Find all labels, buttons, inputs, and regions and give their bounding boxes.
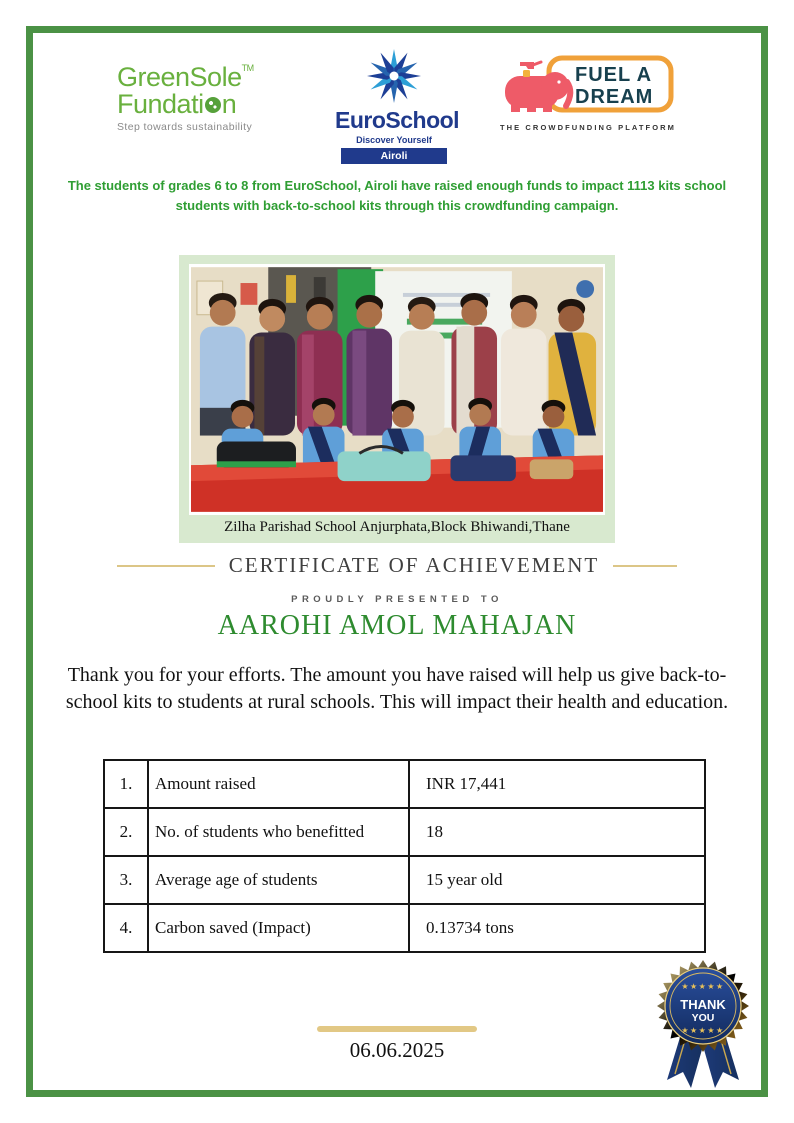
badge-you: YOU: [691, 1012, 715, 1024]
row-label: Carbon saved (Impact): [148, 904, 409, 952]
campaign-summary-line1: The students of grades 6 to 8 from EuroSchool, Airoli have raised enough funds to impact 1113 kits school: [67, 178, 727, 193]
row-label: No. of students who benefitted: [148, 808, 409, 856]
greensole-name: GreenSole: [117, 62, 242, 92]
row-value: 18: [409, 808, 705, 856]
school-photo: [189, 264, 605, 515]
row-label: Amount raised: [148, 760, 409, 808]
table-row: [104, 808, 705, 856]
foundation-mid: undati: [133, 89, 204, 119]
euroschool-branch-badge: Airoli: [341, 148, 447, 164]
thank-you-badge: [651, 960, 755, 1092]
heading-rule-left: [117, 565, 215, 567]
badge-stars-top: ★★★★★: [681, 982, 725, 991]
presented-to-label: PROUDLY PRESENTED TO: [291, 594, 503, 605]
euroschool-wordmark: EuroSchool: [335, 107, 460, 133]
group-photo-illustration: [191, 266, 603, 513]
campaign-summary: [0, 176, 794, 216]
row-value: 0.13734 tons: [409, 904, 705, 952]
table-row: [104, 904, 705, 952]
row-value: INR 17,441: [409, 760, 705, 808]
greensole-logo: [117, 46, 289, 133]
row-number: 3.: [104, 856, 148, 904]
fueladream-tagline: THE CROWDFUNDING PLATFORM: [499, 123, 677, 132]
globe-footprint-icon: [205, 97, 221, 113]
euroschool-tagline: Discover Yourself: [356, 135, 432, 145]
foundation-f: F: [117, 89, 133, 119]
badge-stars-bottom: ★★★★★: [681, 1026, 725, 1035]
certificate-heading-row: [0, 553, 794, 578]
row-label: Average age of students: [148, 856, 409, 904]
fueladream-line2: DREAM: [575, 86, 654, 108]
row-number: 1.: [104, 760, 148, 808]
badge-thank: THANK: [680, 997, 726, 1012]
fueladream-logo: [499, 46, 677, 132]
impact-table: [103, 759, 706, 953]
greensole-wordmark: [117, 64, 289, 91]
certificate-date: 06.06.2025: [349, 1038, 445, 1062]
photo-caption: Zilha Parishad School Anjurphata,Block Bhiwandi,Thane: [224, 519, 570, 535]
greensole-tagline: Step towards sustainability: [117, 121, 253, 133]
row-number: 4.: [104, 904, 148, 952]
row-value: 15 year old: [409, 856, 705, 904]
logo-row: [0, 46, 794, 164]
fueladream-mark: [499, 54, 677, 116]
date-rule: [317, 1026, 477, 1032]
table-row: [104, 760, 705, 808]
certificate-title: CERTIFICATE OF ACHIEVEMENT: [228, 553, 600, 577]
campaign-summary-line2: students with back-to-school kits through this crowdfunding campaign.: [175, 198, 619, 214]
greensole-foundation-word: [117, 91, 289, 118]
heading-rule-right: [613, 565, 677, 567]
foundation-n: n: [221, 89, 237, 119]
table-row: [104, 856, 705, 904]
message-line2: school kits to students at rural schools. This will impact their health and education.: [65, 691, 729, 714]
thank-you-message: [0, 662, 794, 717]
school-photo-card: [179, 255, 615, 543]
fueladream-line1: FUEL A: [575, 64, 653, 86]
euroschool-star-icon: [364, 46, 424, 106]
trademark-symbol: TM: [241, 63, 254, 73]
message-line1: Thank you for your efforts. The amount you have raised will help us give back-to-: [67, 664, 727, 686]
euroschool-logo: [335, 46, 460, 164]
awardee-name: AAROHI AMOL MAHAJAN: [217, 610, 577, 641]
row-number: 2.: [104, 808, 148, 856]
